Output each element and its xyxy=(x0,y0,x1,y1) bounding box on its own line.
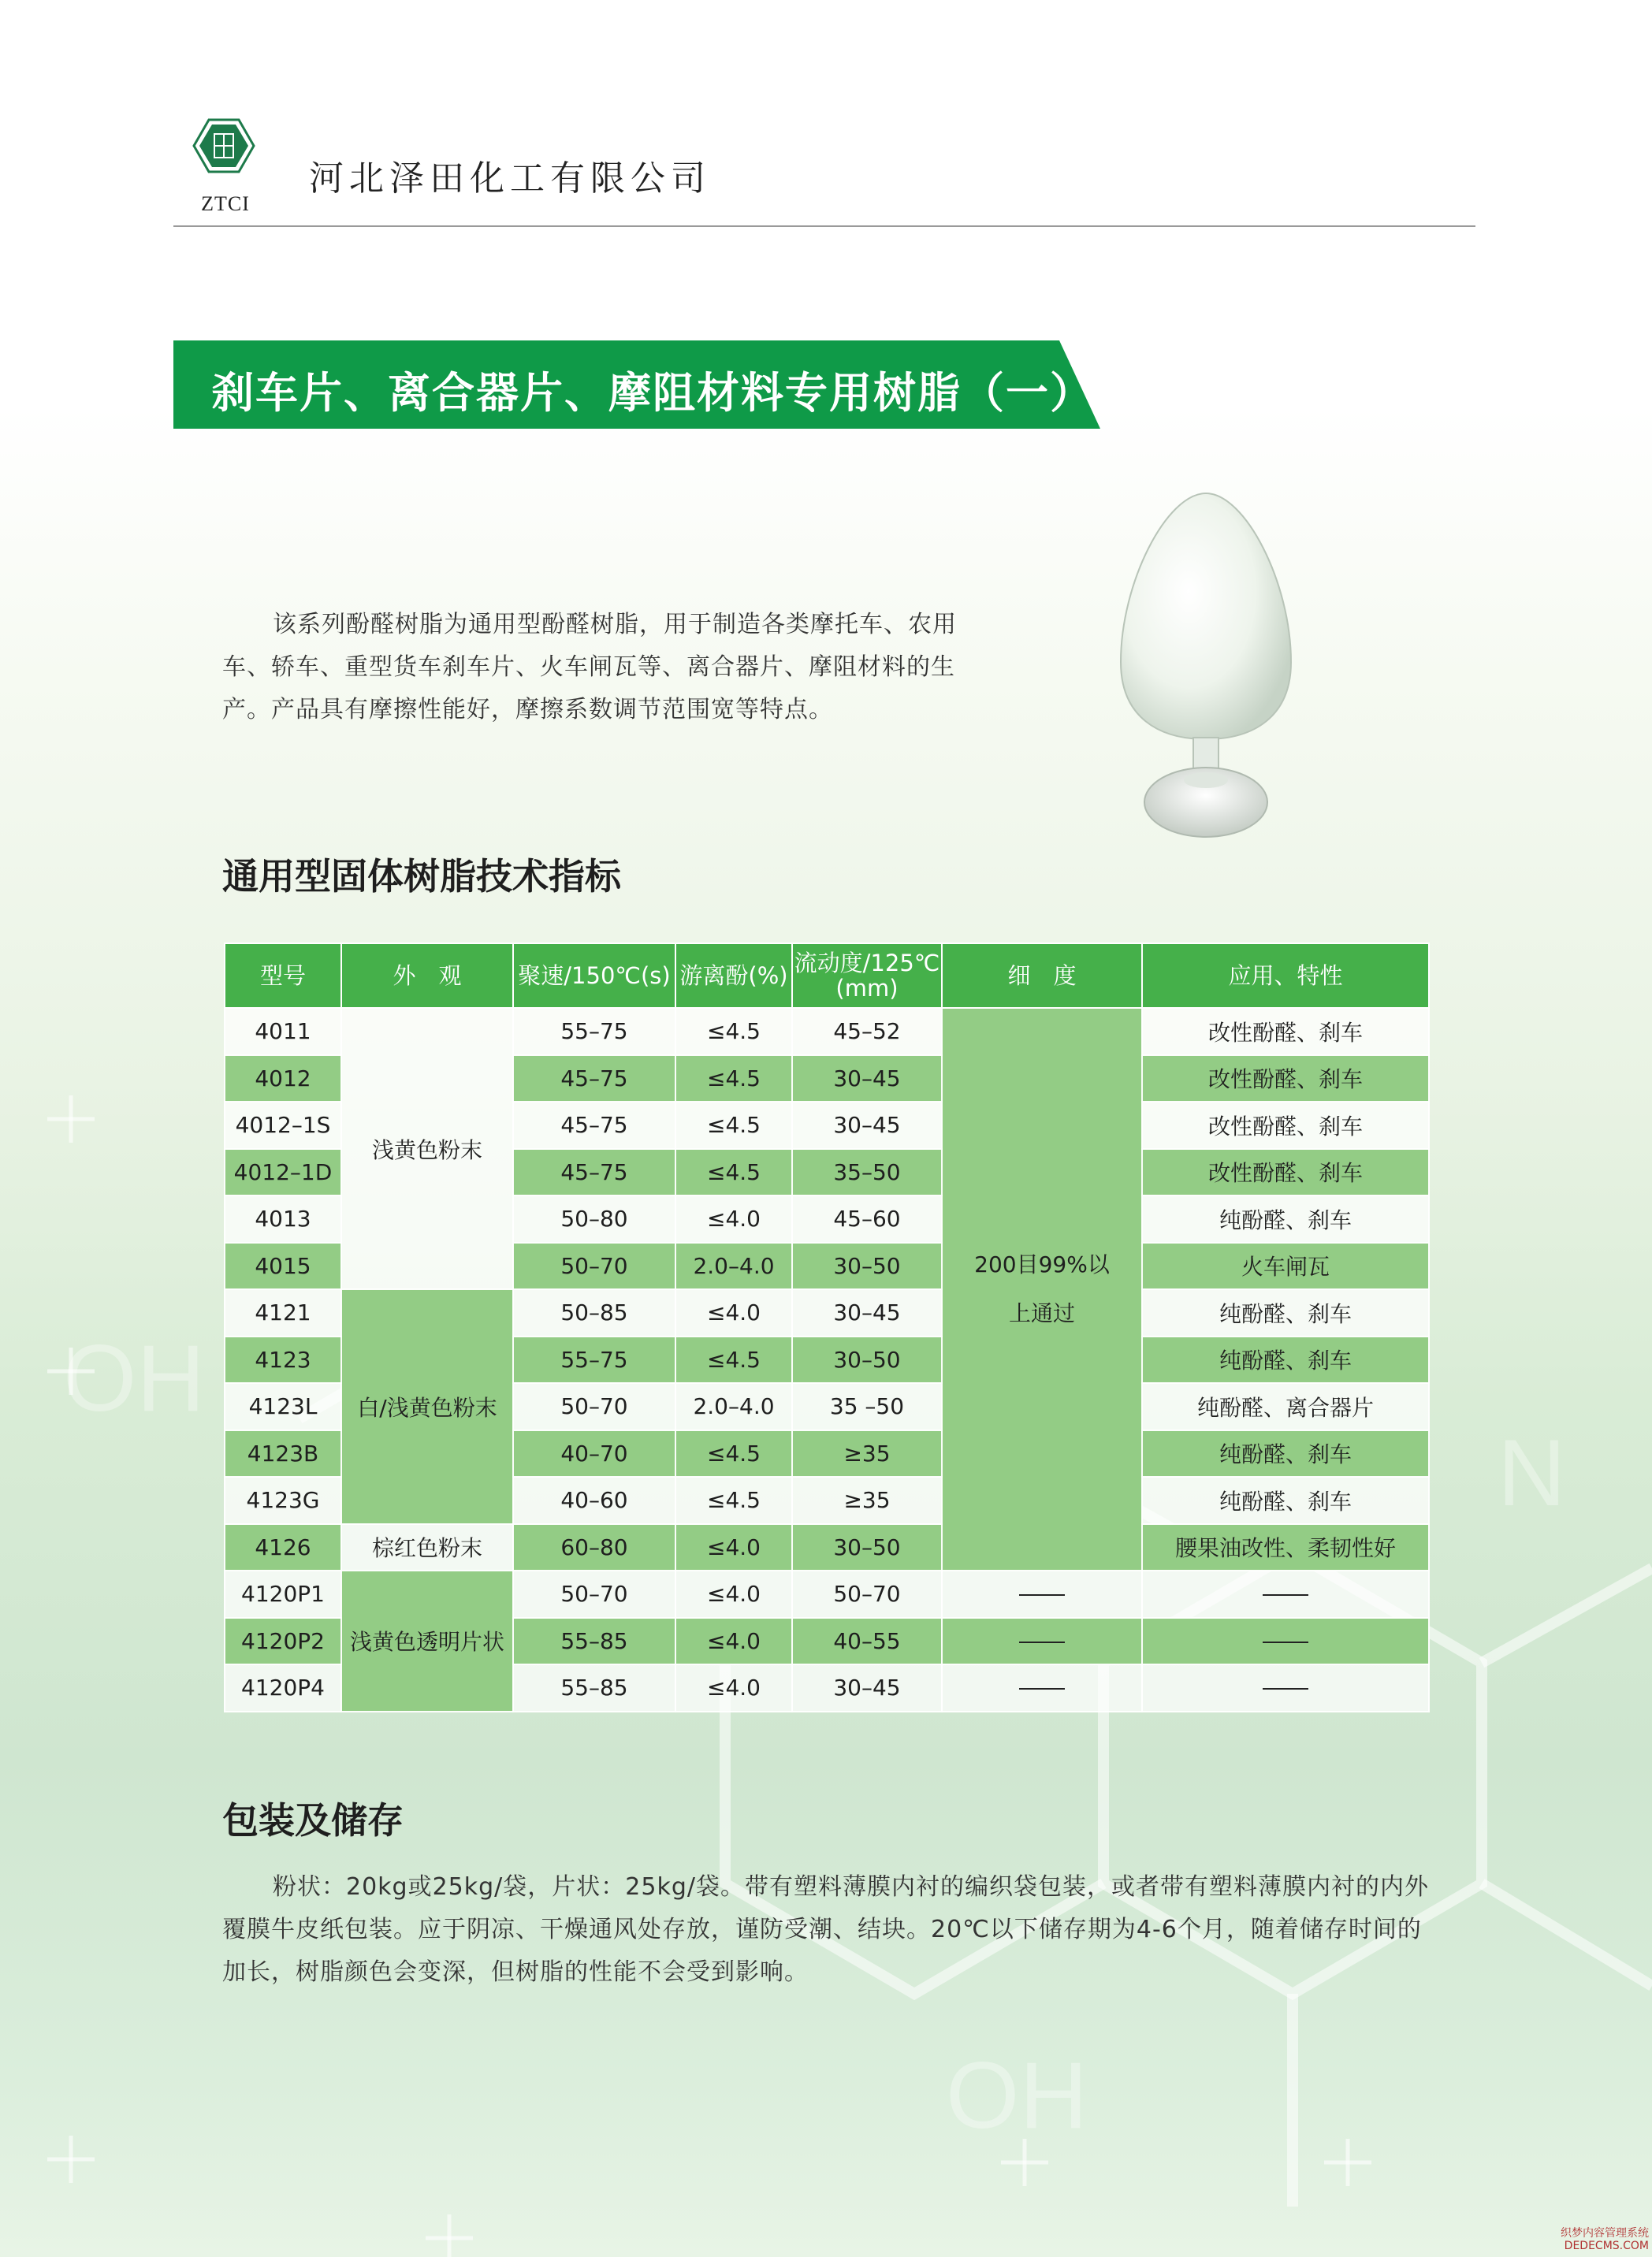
cell-phenol: ≤4.5 xyxy=(675,1102,792,1149)
cell-flow: 30–45 xyxy=(792,1102,942,1149)
dash-mark xyxy=(1263,1642,1308,1643)
col-header-gel-time: 聚速/150℃(s) xyxy=(513,943,675,1008)
spec-section-title: 通用型固体树脂技术指标 xyxy=(222,855,621,898)
cell-gel: 55–75 xyxy=(513,1337,675,1384)
cell-model: 4120P2 xyxy=(225,1618,341,1665)
spec-table xyxy=(224,943,1430,1712)
col-header-application: 应用、特性 xyxy=(1142,943,1429,1008)
table-row xyxy=(225,1524,1429,1571)
fineness-line2: 上通过 xyxy=(1008,1300,1075,1326)
cell-flow: ≥35 xyxy=(792,1477,942,1524)
cell-gel: 50–70 xyxy=(513,1383,675,1430)
cell-gel: 50–80 xyxy=(513,1195,675,1243)
col-header-appearance: 外 观 xyxy=(341,943,513,1008)
cell-flow: 35 –50 xyxy=(792,1383,942,1430)
svg-text:OH: OH xyxy=(63,1326,205,1431)
cell-gel: 40–70 xyxy=(513,1430,675,1478)
table-row xyxy=(225,1289,1429,1337)
cell-gel: 45–75 xyxy=(513,1102,675,1149)
cell-phenol: ≤4.5 xyxy=(675,1008,792,1055)
cell-application xyxy=(1142,1664,1429,1712)
svg-text:OH: OH xyxy=(946,2043,1088,2148)
cell-application: 改性酚醛、刹车 xyxy=(1142,1008,1429,1055)
cell-flow: 30–50 xyxy=(792,1337,942,1384)
cell-model: 4015 xyxy=(225,1243,341,1290)
cell-application: 改性酚醛、刹车 xyxy=(1142,1102,1429,1149)
cell-model: 4123L xyxy=(225,1383,341,1430)
cell-application: 改性酚醛、刹车 xyxy=(1142,1055,1429,1102)
cell-appearance: 白/浅黄色粉末 xyxy=(341,1289,513,1524)
cell-gel: 50–70 xyxy=(513,1571,675,1618)
cell-flow: 30–45 xyxy=(792,1664,942,1712)
cell-model: 4123G xyxy=(225,1477,341,1524)
table-row xyxy=(225,1571,1429,1618)
cell-fineness xyxy=(942,1008,1142,1571)
cell-phenol: ≤4.5 xyxy=(675,1055,792,1102)
cell-phenol: ≤4.5 xyxy=(675,1337,792,1384)
col-header-model: 型号 xyxy=(225,943,341,1008)
col-header-flow-line2: (mm) xyxy=(835,975,899,1002)
cell-phenol: ≤4.0 xyxy=(675,1195,792,1243)
cell-appearance: 棕红色粉末 xyxy=(341,1524,513,1571)
intro-paragraph: 该系列酚醛树脂为通用型酚醛树脂，用于制造各类摩托车、农用车、轿车、重型货车刹车片、火车闸瓦等、离合器片、摩阻材料的生产。产品具有摩擦性能好，摩擦系数调节范围宽等特点。 xyxy=(222,611,957,723)
cell-model: 4123B xyxy=(225,1430,341,1478)
cell-gel: 55–75 xyxy=(513,1008,675,1055)
cell-application: 纯酚醛、刹车 xyxy=(1142,1477,1429,1524)
cell-phenol: 2.0–4.0 xyxy=(675,1383,792,1430)
watermark xyxy=(1561,2227,1649,2252)
cell-model: 4012–1S xyxy=(225,1102,341,1149)
cell-model: 4011 xyxy=(225,1008,341,1055)
page-header xyxy=(173,117,1475,227)
company-name: 河北泽田化工有限公司 xyxy=(309,158,711,199)
cell-flow: 30–45 xyxy=(792,1055,942,1102)
cell-gel: 55–85 xyxy=(513,1618,675,1665)
cell-appearance: 浅黄色透明片状 xyxy=(341,1571,513,1712)
col-header-flow xyxy=(792,943,942,1008)
cell-application: 腰果油改性、柔韧性好 xyxy=(1142,1524,1429,1571)
cell-phenol: 2.0–4.0 xyxy=(675,1243,792,1290)
cell-application xyxy=(1142,1618,1429,1665)
cell-phenol: ≤4.5 xyxy=(675,1477,792,1524)
cell-flow: ≥35 xyxy=(792,1430,942,1478)
fineness-line1: 200目99%以 xyxy=(974,1251,1110,1277)
cell-flow: 45–52 xyxy=(792,1008,942,1055)
cell-flow: 40–55 xyxy=(792,1618,942,1665)
cell-application: 纯酚醛、离合器片 xyxy=(1142,1383,1429,1430)
cell-phenol: ≤4.5 xyxy=(675,1149,792,1196)
cell-application: 火车闸瓦 xyxy=(1142,1243,1429,1290)
cell-appearance: 浅黄色粉末 xyxy=(341,1008,513,1289)
cell-model: 4013 xyxy=(225,1195,341,1243)
cell-phenol: ≤4.0 xyxy=(675,1618,792,1665)
cell-application: 纯酚醛、刹车 xyxy=(1142,1430,1429,1478)
cell-application xyxy=(1142,1571,1429,1618)
cell-model: 4121 xyxy=(225,1289,341,1337)
cell-flow: 30–50 xyxy=(792,1524,942,1571)
watermark-line1: 织梦内容管理系统 xyxy=(1561,2227,1649,2240)
dash-mark xyxy=(1263,1688,1308,1690)
page-title: 刹车片、离合器片、摩阻材料专用树脂（一） xyxy=(211,368,1094,418)
cell-model: 4123 xyxy=(225,1337,341,1384)
cell-flow: 50–70 xyxy=(792,1571,942,1618)
cell-fineness-empty xyxy=(942,1618,1142,1665)
cell-application: 纯酚醛、刹车 xyxy=(1142,1337,1429,1384)
cell-fineness-empty xyxy=(942,1664,1142,1712)
resin-flask-image xyxy=(1111,489,1300,843)
logo-text: ZTCI xyxy=(201,192,250,215)
cell-application: 纯酚醛、刹车 xyxy=(1142,1289,1429,1337)
title-banner xyxy=(173,340,1100,429)
cell-flow: 30–50 xyxy=(792,1243,942,1290)
storage-section-title: 包装及储存 xyxy=(222,1799,404,1842)
dash-mark xyxy=(1019,1594,1065,1596)
dash-mark xyxy=(1019,1688,1065,1690)
cell-fineness-empty xyxy=(942,1571,1142,1618)
cell-model: 4120P1 xyxy=(225,1571,341,1618)
cell-model: 4012–1D xyxy=(225,1149,341,1196)
svg-text:N: N xyxy=(1498,1420,1566,1526)
table-header-row xyxy=(225,943,1429,1008)
cell-gel: 50–85 xyxy=(513,1289,675,1337)
cell-phenol: ≤4.5 xyxy=(675,1430,792,1478)
watermark-line2: DEDECMS.COM xyxy=(1564,2240,1649,2252)
cell-application: 改性酚醛、刹车 xyxy=(1142,1149,1429,1196)
cell-phenol: ≤4.0 xyxy=(675,1571,792,1618)
cell-phenol: ≤4.0 xyxy=(675,1289,792,1337)
cell-model: 4012 xyxy=(225,1055,341,1102)
col-header-fineness: 细 度 xyxy=(942,943,1142,1008)
cell-gel: 60–80 xyxy=(513,1524,675,1571)
table-row xyxy=(225,1008,1429,1055)
col-header-flow-line1: 流动度/125℃ xyxy=(794,950,940,976)
cell-gel: 50–70 xyxy=(513,1243,675,1290)
cell-application: 纯酚醛、刹车 xyxy=(1142,1195,1429,1243)
cell-gel: 45–75 xyxy=(513,1149,675,1196)
col-header-free-phenol: 游离酚(%) xyxy=(675,943,792,1008)
cell-flow: 45–60 xyxy=(792,1195,942,1243)
storage-paragraph: 粉状：20kg或25kg/袋，片状：25kg/袋。带有塑料薄膜内衬的编织袋包装，或者带有塑料薄膜内衬的内外覆膜牛皮纸包装。应于阴凉、干燥通风处存放，谨防受潮、结块。20℃以下储存期为4-6个月，随着储存时间的加长，树脂颜色会变深，但树脂的性能不会受到影响。 xyxy=(222,1873,1429,1986)
cell-gel: 55–85 xyxy=(513,1664,675,1712)
cell-flow: 30–45 xyxy=(792,1289,942,1337)
cell-flow: 35–50 xyxy=(792,1149,942,1196)
dash-mark xyxy=(1019,1642,1065,1643)
dash-mark xyxy=(1263,1594,1308,1596)
cell-model: 4120P4 xyxy=(225,1664,341,1712)
cell-gel: 45–75 xyxy=(513,1055,675,1102)
cell-phenol: ≤4.0 xyxy=(675,1664,792,1712)
cell-phenol: ≤4.0 xyxy=(675,1524,792,1571)
cell-model: 4126 xyxy=(225,1524,341,1571)
cell-gel: 40–60 xyxy=(513,1477,675,1524)
